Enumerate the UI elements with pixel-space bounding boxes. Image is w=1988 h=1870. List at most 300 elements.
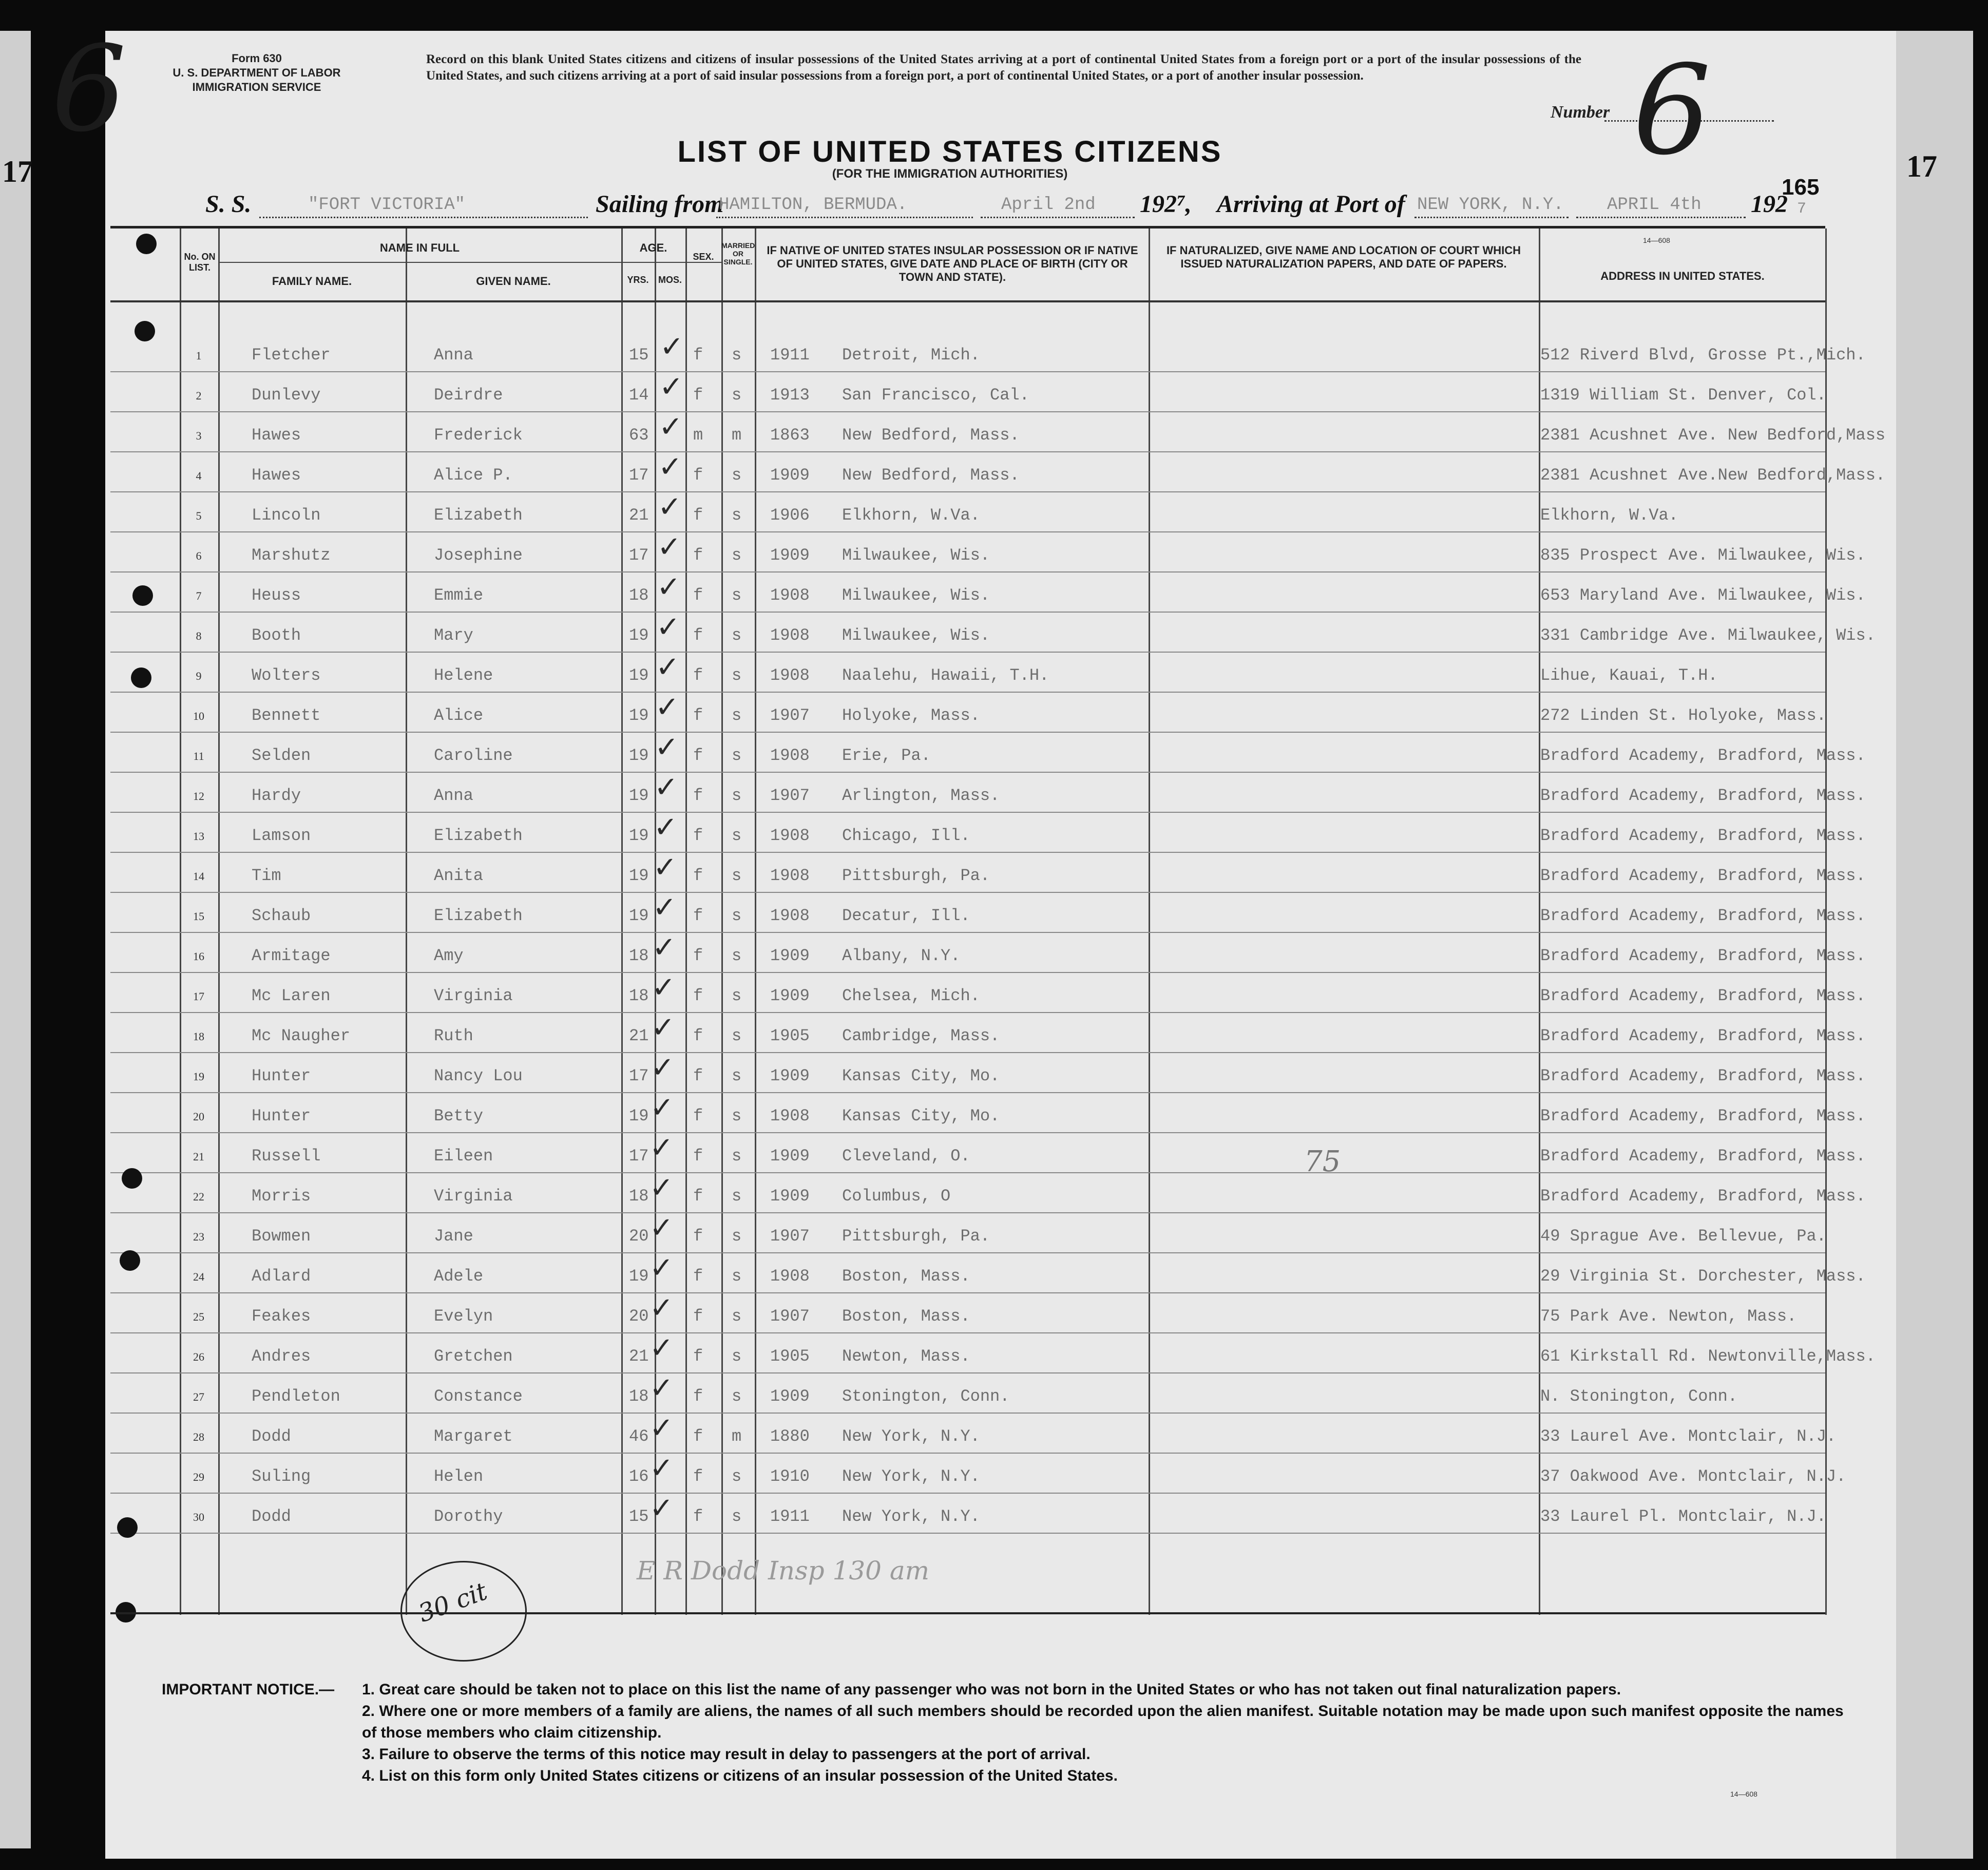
col-header-naturalized: IF NATURALIZED, GIVE NAME AND LOCATION OF COURT WHICH ISSUED NATURALIZATION PAPERS, AND DATE OF PAPERS. (1166, 244, 1521, 270)
cell-yrs: 19 (629, 786, 649, 805)
cell-ms: s (732, 346, 742, 365)
row-number: 13 (193, 830, 204, 843)
row-rule (110, 1453, 1825, 1454)
cell-sex: f (693, 1066, 703, 1085)
cell-yrs: 19 (629, 906, 649, 925)
cell-given: Betty (434, 1106, 484, 1125)
checkmark-icon: ✓ (657, 570, 681, 604)
row-rule (110, 1493, 1825, 1494)
col-divider (685, 228, 687, 1615)
col-divider (755, 228, 756, 1615)
row-rule (110, 732, 1825, 733)
table-bottom-border (110, 1612, 1825, 1614)
punch-hole (122, 1168, 142, 1189)
cell-given: Nancy Lou (434, 1066, 523, 1085)
cell-yrs: 17 (629, 1147, 649, 1166)
cell-sex: f (693, 346, 703, 365)
cell-place: Pittsburgh, Pa. (842, 866, 990, 885)
cell-place: Milwaukee, Wis. (842, 546, 990, 565)
cell-yrs: 18 (629, 946, 649, 965)
cell-ms: s (732, 1467, 742, 1486)
row-number: 1 (196, 349, 202, 362)
cell-family: Dunlevy (252, 386, 321, 405)
cell-year: 1909 (770, 1147, 810, 1166)
cell-ms: s (732, 1106, 742, 1125)
circled-count-stamp (400, 1561, 527, 1662)
cell-sex: f (693, 1427, 703, 1446)
cell-sex: f (693, 1147, 703, 1166)
cell-year: 1905 (770, 1347, 810, 1366)
cell-place: Decatur, Ill. (842, 906, 970, 925)
cell-place: New York, N.Y. (842, 1507, 980, 1526)
cell-yrs: 18 (629, 986, 649, 1005)
checkmark-icon: ✓ (659, 410, 683, 444)
cell-year: 1908 (770, 1106, 810, 1125)
cell-given: Deirdre (434, 386, 503, 405)
cell-yrs: 19 (629, 866, 649, 885)
punch-hole (117, 1517, 138, 1538)
cell-given: Evelyn (434, 1307, 493, 1326)
cell-year: 1907 (770, 1227, 810, 1246)
form-number: Form 630 (232, 52, 282, 65)
cell-given: Virginia (434, 986, 513, 1005)
cell-family: Pendleton (252, 1387, 340, 1406)
cell-year: 1913 (770, 386, 810, 405)
cell-sex: f (693, 866, 703, 885)
cell-sex: f (693, 546, 703, 565)
cell-year: 1909 (770, 1066, 810, 1085)
cell-given: Amy (434, 946, 464, 965)
cell-ms: s (732, 826, 742, 845)
cell-address: Bradford Academy, Bradford, Mass. (1540, 906, 1866, 925)
cell-address: Bradford Academy, Bradford, Mass. (1540, 1066, 1866, 1085)
cell-year: 1909 (770, 1187, 810, 1206)
cell-yrs: 19 (629, 746, 649, 765)
cell-place: Kansas City, Mo. (842, 1066, 1000, 1085)
cell-ms: s (732, 1267, 742, 1286)
col-divider (180, 228, 181, 1615)
cell-ms: m (732, 426, 742, 445)
row-rule (110, 1212, 1825, 1213)
cell-year: 1908 (770, 866, 810, 885)
sailing-year: 192⁷, (1140, 190, 1192, 218)
checkmark-icon: ✓ (649, 1171, 674, 1205)
cell-place: Holyoke, Mass. (842, 706, 980, 725)
cell-ms: s (732, 786, 742, 805)
row-rule (110, 1372, 1825, 1373)
cell-sex: f (693, 386, 703, 405)
checkmark-icon: ✓ (660, 330, 684, 364)
cell-address: Bradford Academy, Bradford, Mass. (1540, 946, 1866, 965)
cell-given: Adele (434, 1267, 484, 1286)
row-rule (110, 812, 1825, 813)
cell-given: Gretchen (434, 1347, 513, 1366)
checkmark-icon: ✓ (656, 651, 680, 684)
cell-given: Alice (434, 706, 484, 725)
cell-ms: s (732, 706, 742, 725)
col-header-age: AGE. (639, 241, 667, 254)
cell-family: Bowmen (252, 1227, 311, 1246)
cell-address: Bradford Academy, Bradford, Mass. (1540, 786, 1866, 805)
cell-given: Alice P. (434, 466, 513, 485)
header-ref: 14—608 (1643, 236, 1670, 244)
cell-year: 1908 (770, 1267, 810, 1286)
notice-list (362, 1679, 1851, 1787)
cell-given: Ruth (434, 1026, 473, 1045)
cell-address: 653 Maryland Ave. Milwaukee, Wis. (1540, 586, 1866, 605)
row-rule (110, 692, 1825, 693)
cell-family: Mc Naugher (252, 1026, 351, 1045)
punch-hole (135, 321, 155, 341)
cell-yrs: 63 (629, 426, 649, 445)
col-header-sex: SEX. (693, 252, 714, 262)
row-number: 15 (193, 910, 204, 923)
cell-ms: s (732, 546, 742, 565)
punch-hole (132, 585, 153, 606)
cell-yrs: 17 (629, 466, 649, 485)
row-rule (110, 491, 1825, 492)
ss-label: S. S. (205, 190, 252, 218)
cell-year: 1908 (770, 906, 810, 925)
checkmark-icon: ✓ (652, 971, 676, 1004)
row-rule (110, 1533, 1825, 1534)
cell-family: Hawes (252, 466, 301, 485)
form-header (149, 51, 365, 94)
cell-ms: s (732, 666, 742, 685)
cell-sex: f (693, 626, 703, 645)
cell-given: Elizabeth (434, 906, 523, 925)
cell-sex: f (693, 466, 703, 485)
record-instruction: Record on this blank United States citizens and citizens of insular possessions of the United States arriving at a port of continental United States from a foreign port or a port of the insular possessions of the United States, and such citizens arriving at a port of said insular possessions from a foreign port, a port of continental United States, or a port of another insular possession. (426, 52, 1581, 83)
cell-given: Josephine (434, 546, 523, 565)
notice-item: 1. Great care should be taken not to place on this list the name of any passenger who was not born in the United States or who has not taken out final naturalization papers. (362, 1681, 1621, 1698)
cell-family: Morris (252, 1187, 311, 1206)
cell-yrs: 14 (629, 386, 649, 405)
row-rule (110, 892, 1825, 893)
cell-family: Wolters (252, 666, 321, 685)
number-label: Number (1551, 103, 1610, 122)
cell-ms: s (732, 866, 742, 885)
cell-place: Naalehu, Hawaii, T.H. (842, 666, 1049, 685)
cell-sex: f (693, 826, 703, 845)
cell-address: Bradford Academy, Bradford, Mass. (1540, 986, 1866, 1005)
page-subtitle: (FOR THE IMMIGRATION AUTHORITIES) (832, 167, 1068, 181)
row-number: 26 (193, 1350, 204, 1363)
cell-sex: f (693, 586, 703, 605)
row-number: 2 (196, 389, 202, 402)
col-header-name: NAME IN FULL (379, 241, 460, 254)
cell-family: Hawes (252, 426, 301, 445)
cell-address: 75 Park Ave. Newton, Mass. (1540, 1307, 1797, 1326)
cell-yrs: 21 (629, 1347, 649, 1366)
right-page-edge (1896, 31, 1973, 1859)
row-number: 4 (196, 469, 202, 482)
cell-yrs: 17 (629, 546, 649, 565)
checkmark-icon: ✓ (659, 370, 683, 404)
arrival-port: NEW YORK, N.Y. (1417, 195, 1564, 215)
cell-sex: f (693, 1227, 703, 1246)
cell-address: 33 Laurel Pl. Montclair, N.J. (1540, 1507, 1826, 1526)
cell-yrs: 16 (629, 1467, 649, 1486)
cell-year: 1909 (770, 1387, 810, 1406)
row-number: 17 (193, 990, 204, 1003)
row-rule (110, 451, 1825, 452)
notice-item: 2. Where one or more members of a family are aliens, the names of all such members should be recorded upon the alien manifest. Suitable notation may be made upon such manifest opposite the names of those members who claim citizenship. (362, 1703, 1844, 1741)
cell-given: Jane (434, 1227, 473, 1246)
checkmark-icon: ✓ (649, 1371, 674, 1405)
cell-yrs: 20 (629, 1307, 649, 1326)
cell-family: Lamson (252, 826, 311, 845)
cell-family: Dodd (252, 1427, 291, 1446)
cell-address: Bradford Academy, Bradford, Mass. (1540, 746, 1866, 765)
cell-address: 33 Laurel Ave. Montclair, N.J. (1540, 1427, 1837, 1446)
cell-sex: f (693, 1187, 703, 1206)
cell-place: Elkhorn, W.Va. (842, 506, 980, 525)
row-rule (110, 772, 1825, 773)
checkmark-icon: ✓ (649, 1211, 674, 1245)
row-number: 20 (193, 1110, 204, 1123)
row-number: 19 (193, 1070, 204, 1083)
checkmark-icon: ✓ (652, 931, 676, 964)
row-rule (110, 1132, 1825, 1133)
cell-yrs: 15 (629, 346, 649, 365)
col-header-given: GIVEN NAME. (476, 275, 551, 288)
cell-address: N. Stonington, Conn. (1540, 1387, 1738, 1406)
cell-year: 1906 (770, 506, 810, 525)
sailing-port: HAMILTON, BERMUDA. (719, 195, 908, 215)
cell-sex: f (693, 1467, 703, 1486)
cell-sex: f (693, 1347, 703, 1366)
punch-hole (136, 234, 157, 254)
cell-sex: f (693, 746, 703, 765)
cell-place: Detroit, Mich. (842, 346, 980, 365)
footer-ref: 14—608 (1730, 1790, 1757, 1798)
cell-place: Chelsea, Mich. (842, 986, 980, 1005)
checkmark-icon: ✓ (654, 811, 678, 844)
cell-place: Arlington, Mass. (842, 786, 1000, 805)
arrival-year-suffix: 7 (1797, 200, 1807, 218)
cell-sex: f (693, 506, 703, 525)
checkmark-icon: ✓ (649, 1492, 674, 1525)
row-rule (110, 1172, 1825, 1173)
row-rule (110, 1052, 1825, 1053)
row-rule (110, 972, 1825, 973)
cell-family: Heuss (252, 586, 301, 605)
cell-place: Boston, Mass. (842, 1307, 970, 1326)
cell-given: Mary (434, 626, 473, 645)
cell-address: 512 Riverd Blvd, Grosse Pt.,Mich. (1540, 346, 1866, 365)
cell-address: 835 Prospect Ave. Milwaukee, Wis. (1540, 546, 1866, 565)
cell-year: 1909 (770, 946, 810, 965)
cell-year: 1908 (770, 586, 810, 605)
checkmark-icon: ✓ (649, 1452, 674, 1485)
row-number: 3 (196, 429, 202, 442)
cell-yrs: 18 (629, 1387, 649, 1406)
cell-place: New York, N.Y. (842, 1467, 980, 1486)
checkmark-icon: ✓ (649, 1291, 674, 1325)
cell-ms: s (732, 586, 742, 605)
annotation-75: 75 (1304, 1145, 1341, 1178)
cell-place: Erie, Pa. (842, 746, 931, 765)
cell-year: 1905 (770, 1026, 810, 1045)
cell-ms: s (732, 626, 742, 645)
checkmark-icon: ✓ (654, 771, 678, 804)
col-header-yrs: YRS. (627, 275, 649, 285)
cell-given: Constance (434, 1387, 523, 1406)
cell-year: 1911 (770, 1507, 810, 1526)
checkmark-icon: ✓ (653, 851, 677, 884)
cell-family: Lincoln (252, 506, 321, 525)
cell-yrs: 19 (629, 706, 649, 725)
cell-family: Suling (252, 1467, 311, 1486)
sailing-port-line (716, 217, 973, 218)
cell-place: Milwaukee, Wis. (842, 586, 990, 605)
sailing-label: Sailing from (596, 190, 724, 218)
checkmark-icon: ✓ (649, 1411, 674, 1445)
cell-family: Dodd (252, 1507, 291, 1526)
cell-year: 1911 (770, 346, 810, 365)
cell-family: Russell (252, 1147, 321, 1166)
sailing-date-line (981, 217, 1135, 218)
checkmark-icon: ✓ (656, 610, 680, 644)
sailing-date: April 2nd (1001, 195, 1096, 215)
cell-address: Bradford Academy, Bradford, Mass. (1540, 1106, 1866, 1125)
cell-place: Cleveland, O. (842, 1147, 970, 1166)
row-rule (110, 411, 1825, 412)
cell-given: Helene (434, 666, 493, 685)
col-divider (621, 228, 623, 1615)
cell-yrs: 19 (629, 826, 649, 845)
col-header-mos: MOS. (658, 275, 682, 285)
right-margin-number: 17 (1906, 149, 1937, 183)
row-number: 24 (193, 1270, 204, 1283)
inspector-signature: E R Dodd Insp 130 am (637, 1556, 930, 1586)
cell-address: Bradford Academy, Bradford, Mass. (1540, 866, 1866, 885)
row-rule (110, 652, 1825, 653)
cell-ms: s (732, 466, 742, 485)
cell-given: Frederick (434, 426, 523, 445)
cell-place: San Francisco, Cal. (842, 386, 1029, 405)
cell-address: Elkhorn, W.Va. (1540, 506, 1678, 525)
cell-address: 2381 Acushnet Ave. New Bedford,Mass (1540, 426, 1886, 445)
cell-ms: s (732, 946, 742, 965)
cell-given: Emmie (434, 586, 484, 605)
arrival-date: APRIL 4th (1607, 195, 1702, 215)
cell-year: 1908 (770, 626, 810, 645)
row-rule (110, 852, 1825, 853)
cell-place: Columbus, O (842, 1187, 951, 1206)
cell-family: Feakes (252, 1307, 311, 1326)
punch-hole (120, 1250, 140, 1271)
service-name: IMMIGRATION SERVICE (192, 81, 321, 93)
cell-family: Bennett (252, 706, 321, 725)
cell-sex: f (693, 706, 703, 725)
cell-given: Dorothy (434, 1507, 503, 1526)
row-number: 5 (196, 509, 202, 522)
notice-item: 3. Failure to observe the terms of this notice may result in delay to passengers at the port of arrival. (362, 1746, 1091, 1763)
cell-address: Bradford Academy, Bradford, Mass. (1540, 1147, 1866, 1166)
row-number: 8 (196, 629, 202, 642)
cell-sex: f (693, 1026, 703, 1045)
col-header-address: ADDRESS IN UNITED STATES. (1600, 270, 1765, 282)
cell-yrs: 21 (629, 506, 649, 525)
cell-place: Chicago, Ill. (842, 826, 970, 845)
cell-family: Andres (252, 1347, 311, 1366)
row-number: 29 (193, 1471, 204, 1483)
row-number: 25 (193, 1310, 204, 1323)
table-top-border (110, 226, 1825, 228)
cell-ms: s (732, 906, 742, 925)
cell-family: Hardy (252, 786, 301, 805)
checkmark-icon: ✓ (657, 530, 681, 564)
cell-family: Hunter (252, 1066, 311, 1085)
checkmark-icon: ✓ (649, 1131, 674, 1165)
cell-yrs: 21 (629, 1026, 649, 1045)
cell-year: 1909 (770, 986, 810, 1005)
cell-sex: m (693, 426, 703, 445)
cell-place: New York, N.Y. (842, 1427, 980, 1446)
row-number: 11 (193, 750, 204, 762)
row-rule (110, 571, 1825, 573)
col-divider (721, 228, 723, 1615)
cell-ms: s (732, 1307, 742, 1326)
cell-family: Armitage (252, 946, 331, 965)
col-header-married: MARRIED OR SINGLE. (721, 241, 755, 266)
row-number: 12 (193, 790, 204, 803)
left-page-edge (0, 31, 31, 1848)
cell-ms: s (732, 506, 742, 525)
cell-place: Albany, N.Y. (842, 946, 961, 965)
cell-address: 29 Virginia St. Dorchester, Mass. (1540, 1267, 1866, 1286)
cell-year: 1908 (770, 746, 810, 765)
ship-name-line (259, 217, 588, 218)
row-rule (110, 1413, 1825, 1414)
circled-count-text: 30 cit (414, 1577, 491, 1628)
cell-yrs: 46 (629, 1427, 649, 1446)
page-number: 165 (1782, 175, 1820, 200)
row-number: 14 (193, 870, 204, 883)
cell-sex: f (693, 1307, 703, 1326)
checkmark-icon: ✓ (655, 691, 679, 724)
checkmark-icon: ✓ (655, 731, 679, 764)
col-header-birth: IF NATIVE OF UNITED STATES INSULAR POSSESSION OR IF NATIVE OF UNITED STATES, GIVE DATE AND PLACE OF BIRTH (CITY OR TOWN AND STATE). (767, 244, 1138, 283)
cell-ms: s (732, 746, 742, 765)
cell-family: Fletcher (252, 346, 331, 365)
cell-sex: f (693, 786, 703, 805)
cell-year: 1908 (770, 826, 810, 845)
cell-place: Pittsburgh, Pa. (842, 1227, 990, 1246)
cell-family: Schaub (252, 906, 311, 925)
cell-address: 49 Sprague Ave. Bellevue, Pa. (1540, 1227, 1826, 1246)
arriving-label: Arriving at Port of (1217, 190, 1405, 218)
number-value: 6 (1633, 39, 1711, 182)
row-rule (110, 1292, 1825, 1293)
col-divider (218, 228, 220, 1615)
cell-ms: s (732, 1387, 742, 1406)
cell-yrs: 19 (629, 666, 649, 685)
cell-given: Elizabeth (434, 506, 523, 525)
row-number: 21 (193, 1150, 204, 1163)
cell-yrs: 20 (629, 1227, 649, 1246)
cell-ms: s (732, 1147, 742, 1166)
cell-year: 1909 (770, 466, 810, 485)
department-name: U. S. DEPARTMENT OF LABOR (173, 66, 341, 79)
checkmark-icon: ✓ (658, 450, 682, 484)
cell-family: Mc Laren (252, 986, 331, 1005)
cell-place: New Bedford, Mass. (842, 426, 1020, 445)
arrival-year: 192 (1751, 190, 1788, 218)
cell-address: 272 Linden St. Holyoke, Mass. (1540, 706, 1826, 725)
